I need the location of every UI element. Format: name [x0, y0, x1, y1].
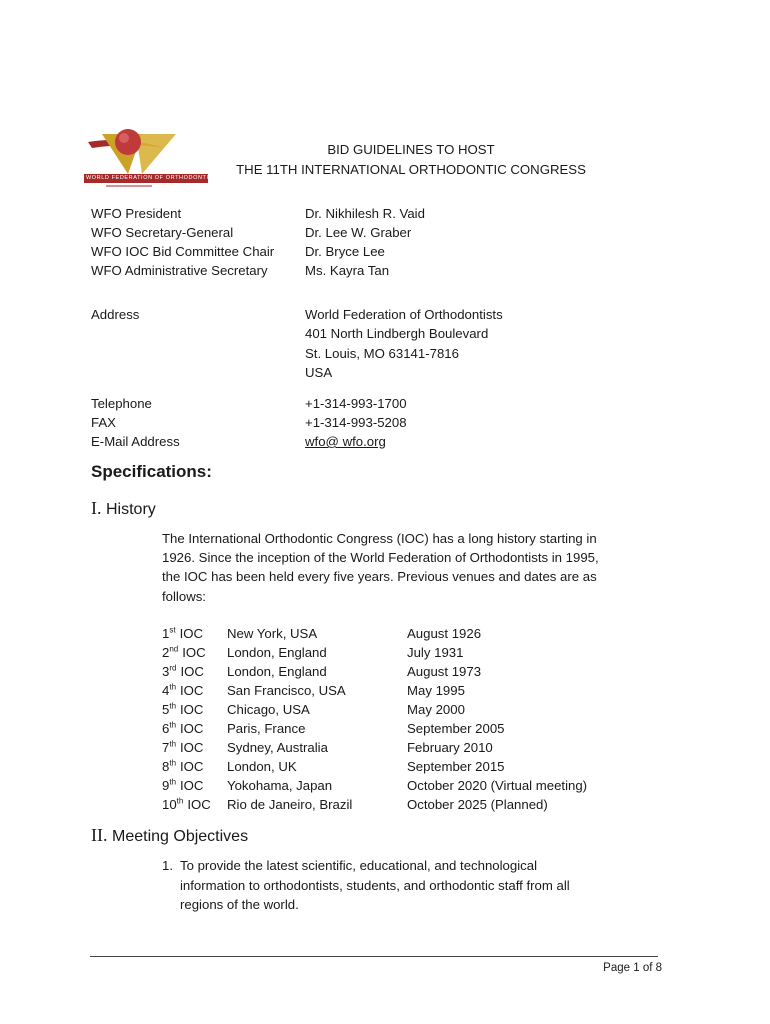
objective-line: regions of the world.	[180, 897, 299, 912]
fax-label: FAX	[91, 415, 116, 430]
ordinal-suffix: rd	[169, 663, 177, 673]
objective-line: To provide the latest scientific, educational, and technological	[180, 858, 538, 873]
ordinal-number: 5	[162, 702, 170, 717]
ordinal-suffix: th	[169, 720, 177, 730]
ordinal-number: 10	[162, 797, 177, 812]
paragraph-line: follows:	[162, 588, 206, 604]
congress-date: September 2005	[407, 721, 505, 736]
ordinal-number: 4	[162, 683, 170, 698]
address-line: St. Louis, MO 63141-7816	[305, 346, 459, 361]
ordinal-suffix: th	[169, 682, 177, 692]
ordinal-number: 6	[162, 721, 170, 736]
telephone-label: Telephone	[91, 396, 152, 411]
ordinal-number: 9	[162, 778, 170, 793]
ioc-label: IOC	[180, 683, 204, 698]
congress-venue: Chicago, USA	[227, 702, 310, 717]
congress-date: July 1931	[407, 645, 464, 660]
congress-ordinal	[162, 662, 204, 681]
ordinal-number: 3	[162, 664, 170, 679]
title-line-2: THE 11TH INTERNATIONAL ORTHODONTIC CONGRESS	[236, 162, 586, 177]
congress-ordinal	[162, 795, 211, 814]
officer-role: WFO Secretary-General	[91, 225, 234, 240]
address-line: 401 North Lindbergh Boulevard	[305, 326, 489, 341]
congress-ordinal	[162, 738, 203, 757]
ordinal-suffix: th	[176, 796, 184, 806]
officer-role: WFO President	[91, 206, 182, 221]
congress-ordinal	[162, 757, 203, 776]
congress-venue: New York, USA	[227, 626, 318, 641]
congress-ordinal	[162, 776, 203, 795]
fax-value: +1-314-993-5208	[305, 415, 407, 430]
congress-ordinal	[162, 681, 203, 700]
ioc-label: IOC	[180, 664, 204, 679]
ioc-label: IOC	[180, 759, 204, 774]
objectives-heading	[91, 826, 248, 846]
paragraph-line: the IOC has been held every five years. Previous venues and dates are as	[162, 569, 597, 585]
congress-ordinal	[162, 624, 203, 643]
objectives-title: Meeting Objectives	[112, 828, 249, 845]
ioc-label: IOC	[179, 626, 204, 641]
address-label: Address	[91, 307, 140, 322]
objectives-number: II.	[91, 825, 108, 845]
wfo-logo	[84, 128, 222, 196]
congress-date: February 2010	[407, 740, 493, 755]
wfo-logo-graphic	[84, 128, 222, 196]
paragraph-line: 1926. Since the inception of the World Federation of Orthodontists in 1995,	[162, 550, 599, 566]
history-paragraph	[162, 529, 632, 606]
email-label: E-Mail Address	[91, 434, 180, 449]
address-line: World Federation of Orthodontists	[305, 307, 503, 322]
officer-role: WFO Administrative Secretary	[91, 263, 268, 278]
logo-text: WORLD FEDERATION OF ORTHODONTISTS	[86, 175, 222, 181]
congress-date: May 1995	[407, 683, 465, 698]
officer-name: Ms. Kayra Tan	[305, 263, 390, 278]
title-line-1: BID GUIDELINES TO HOST	[327, 142, 495, 157]
history-number: I.	[91, 498, 102, 518]
ordinal-suffix: st	[169, 625, 176, 635]
congress-ordinal	[162, 719, 203, 738]
ordinal-suffix: th	[169, 701, 177, 711]
congress-ordinal	[162, 643, 206, 662]
congress-date: October 2020 (Virtual meeting)	[407, 778, 588, 793]
footer-rule	[90, 956, 658, 957]
ordinal-number: 8	[162, 759, 170, 774]
telephone-value: +1-314-993-1700	[305, 396, 407, 411]
congress-venue: Rio de Janeiro, Brazil	[227, 797, 353, 812]
ioc-label: IOC	[180, 702, 204, 717]
officer-name: Dr. Bryce Lee	[305, 244, 385, 259]
email-link[interactable]: wfo@ wfo.org	[305, 434, 386, 449]
congress-date: August 1926	[407, 626, 482, 641]
ordinal-suffix: th	[169, 739, 177, 749]
ordinal-number: 1	[162, 626, 170, 641]
ioc-label: IOC	[180, 740, 204, 755]
ioc-label: IOC	[180, 778, 204, 793]
ioc-label: IOC	[182, 645, 206, 660]
congress-date: May 2000	[407, 702, 465, 717]
ioc-label: IOC	[180, 721, 204, 736]
congress-venue: London, UK	[227, 759, 297, 774]
objective-item	[180, 856, 570, 915]
congress-venue: Yokohama, Japan	[227, 778, 333, 793]
paragraph-line: The International Orthodontic Congress (IOC) has a long history starting in	[162, 531, 597, 546]
objective-line: information to orthodontists, students, and orthodontic staff from all	[180, 877, 570, 893]
congress-venue: Paris, France	[227, 721, 306, 736]
congress-venue: London, England	[227, 664, 327, 679]
specifications-heading: Specifications:	[91, 462, 212, 481]
congress-venue: San Francisco, USA	[227, 683, 346, 698]
ioc-label: IOC	[187, 797, 211, 812]
ordinal-suffix: th	[169, 758, 177, 768]
congress-venue: London, England	[227, 645, 327, 660]
ordinal-suffix: th	[169, 777, 177, 787]
ordinal-suffix: nd	[169, 644, 179, 654]
officer-name: Dr. Lee W. Graber	[305, 225, 412, 240]
address-line: USA	[305, 365, 333, 380]
objective-number: 1.	[162, 858, 173, 873]
congress-ordinal	[162, 700, 203, 719]
officer-name: Dr. Nikhilesh R. Vaid	[305, 206, 425, 221]
congress-venue: Sydney, Australia	[227, 740, 328, 755]
history-heading	[91, 499, 156, 519]
officer-role: WFO IOC Bid Committee Chair	[91, 244, 275, 259]
congress-date: September 2015	[407, 759, 505, 774]
document-title	[236, 140, 586, 180]
congress-date: August 1973	[407, 664, 482, 679]
ordinal-number: 7	[162, 740, 170, 755]
history-title: History	[106, 501, 156, 518]
page-number: Page 1 of 8	[603, 962, 662, 974]
ordinal-number: 2	[162, 645, 170, 660]
congress-date: October 2025 (Planned)	[407, 797, 548, 812]
